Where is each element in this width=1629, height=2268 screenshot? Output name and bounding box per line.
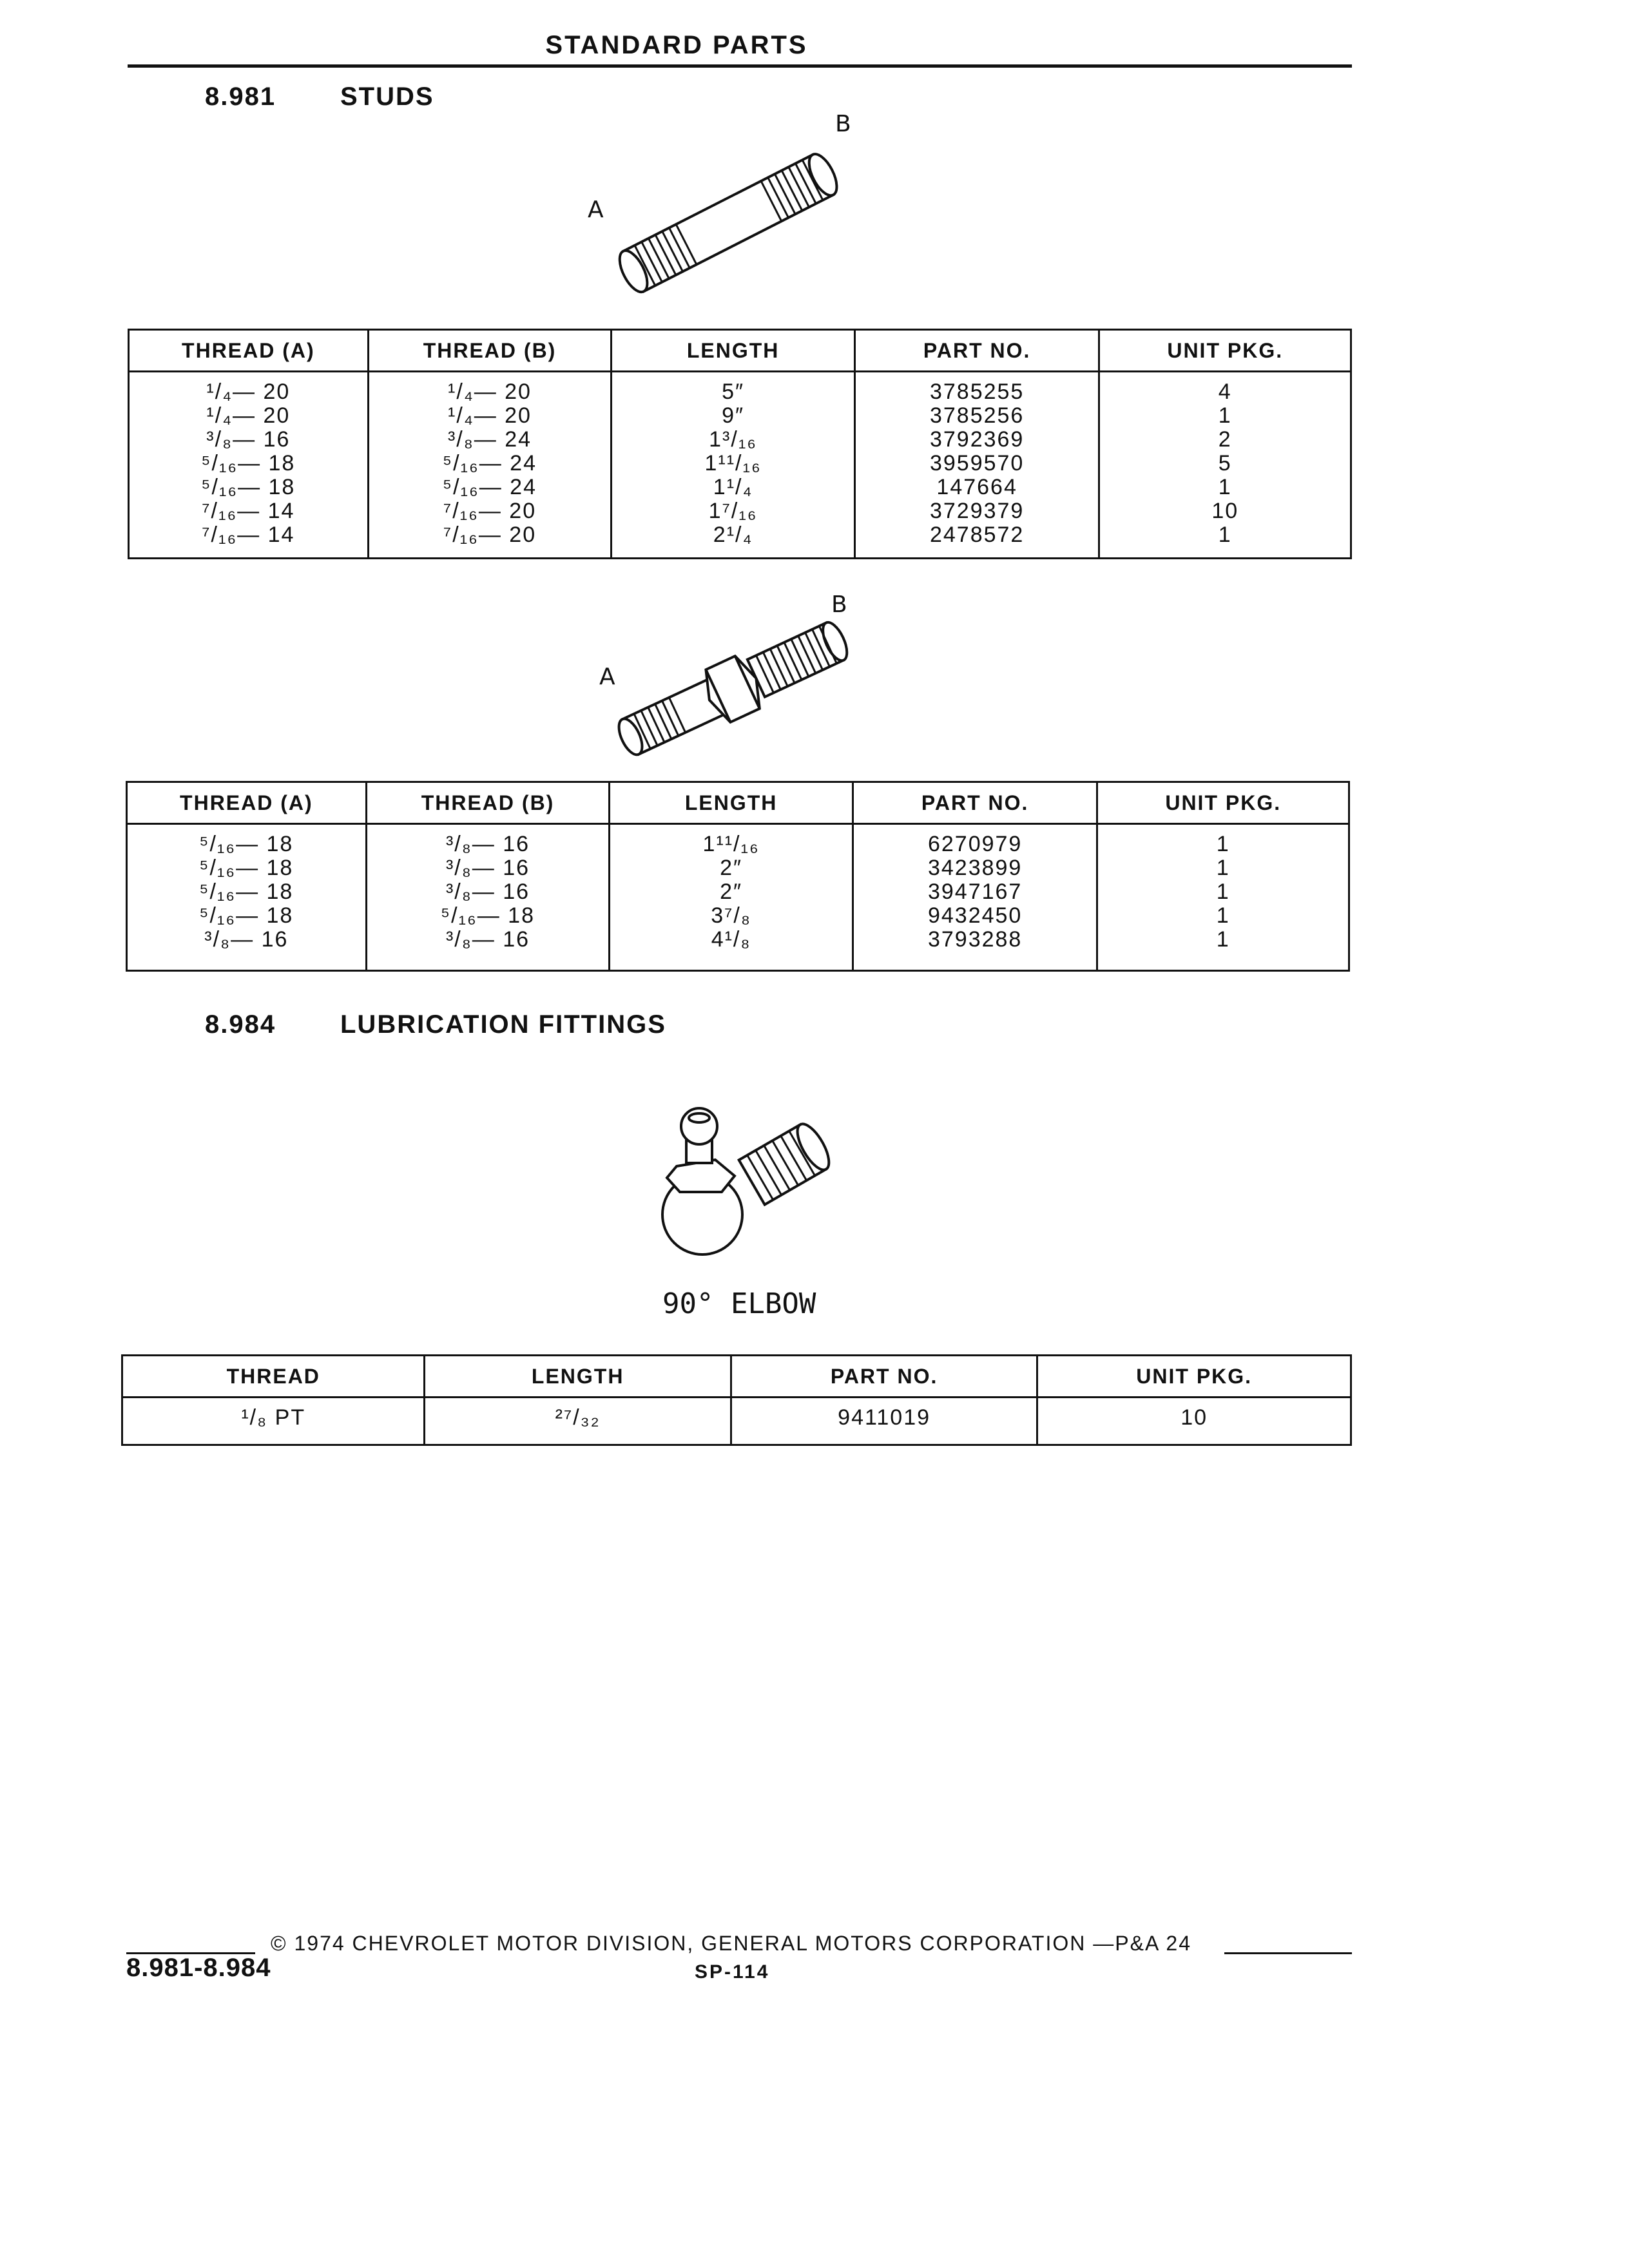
section-number: 8.981 [205, 82, 276, 111]
table-cell: 2″ [720, 856, 743, 880]
shoulder-stud-illustration [599, 612, 863, 760]
table-cell: 2 [1218, 427, 1232, 452]
table-cell: 1 [1218, 475, 1232, 499]
table-cell: 2″ [720, 879, 743, 904]
table-cell: 1 [1218, 523, 1232, 547]
table-cell: 1³/₁₆ [709, 427, 758, 452]
table-cell: 9″ [722, 403, 745, 428]
table-cell: 3792369 [929, 427, 1025, 452]
column-header: PART NO. [853, 782, 1097, 824]
column-header: LENGTH [612, 330, 855, 372]
column-header: THREAD (A) [127, 782, 367, 824]
table-cell: 1 [1218, 403, 1232, 428]
table-cell: ⁵/₁₆— 24 [443, 475, 537, 499]
table-cell: 1 [1216, 856, 1230, 880]
column-thread-b [368, 372, 612, 559]
table-cell: ⁵/₁₆— 18 [201, 475, 296, 499]
column-thread-b [366, 824, 610, 971]
table-cell: 1⁷/₁₆ [708, 499, 758, 523]
stud-end-b-label: B [835, 111, 851, 137]
section-heading-studs [205, 82, 434, 111]
table-cell: 3785255 [929, 380, 1025, 404]
table-cell: ⁵/₁₆— 18 [199, 903, 294, 928]
table-cell: ⁵/₁₆— 24 [443, 451, 537, 476]
table-cell: 3785256 [929, 403, 1025, 428]
studs-table-1 [128, 329, 1352, 559]
elbow-fitting-illustration [651, 1095, 844, 1263]
column-header: THREAD (B) [366, 782, 610, 824]
shoulder-stud-end-b-label: B [831, 591, 847, 618]
figure-caption: 90° ELBOW [662, 1287, 816, 1320]
table-cell: ⁵/₁₆— 18 [199, 879, 294, 904]
table-cell: 1¹¹/₁₆ [704, 451, 762, 476]
footer-page-number: SP-114 [695, 1961, 770, 1983]
table-cell: 1 [1216, 927, 1230, 952]
table-cell: 4¹/₈ [711, 927, 751, 952]
column-header: THREAD (A) [129, 330, 369, 372]
table-cell: ⁷/₁₆— 14 [202, 499, 295, 523]
column-header: LENGTH [610, 782, 853, 824]
stud-illustration [593, 139, 863, 293]
table-cell: 3959570 [929, 451, 1025, 476]
column-header: PART NO. [854, 330, 1099, 372]
table-cell: ¹/₄— 20 [206, 403, 291, 428]
table-cell: 3729379 [929, 499, 1025, 523]
column-thread-a [129, 372, 369, 559]
column-header: UNIT PKG. [1099, 330, 1351, 372]
column-length [612, 372, 855, 559]
header-rule [128, 64, 1352, 68]
table-cell: 5″ [722, 380, 745, 404]
table-cell: ⁷/₁₆— 14 [202, 523, 295, 547]
section-heading-lubrication-fittings [205, 1010, 666, 1039]
table-body [129, 372, 1351, 559]
table-cell: ³/₈— 16 [445, 856, 530, 880]
table-cell: ⁵/₁₆— 18 [199, 832, 294, 856]
studs-table-2 [126, 781, 1350, 972]
column-header: PART NO. [731, 1356, 1037, 1398]
table-row [122, 1398, 1351, 1445]
column-part-no [854, 372, 1099, 559]
column-unit-pkg [1097, 824, 1349, 971]
table-cell: 1 [1216, 903, 1230, 928]
shoulder-stud-end-a-label: A [599, 664, 615, 690]
table-cell: 9432450 [927, 903, 1023, 928]
column-header: UNIT PKG. [1037, 1356, 1351, 1398]
table-cell: 1¹¹/₁₆ [702, 832, 760, 856]
table-cell: ¹/₄— 20 [448, 403, 532, 428]
table-cell: ³/₈— 16 [445, 879, 530, 904]
table-cell: ³/₈— 16 [445, 832, 530, 856]
footer-copyright: © 1974 CHEVROLET MOTOR DIVISION, GENERAL MOTORS CORPORATION —P&A 24 [271, 1932, 1191, 1955]
table-cell: 2¹/₄ [713, 523, 753, 547]
column-length [610, 824, 853, 971]
table-cell: ³/₈— 24 [447, 427, 532, 452]
table-cell: 1 [1216, 832, 1230, 856]
table-cell: 1 [1216, 879, 1230, 904]
table-cell: 1¹/₄ [713, 475, 753, 499]
table-header-row [129, 330, 1351, 372]
table-cell: ⁵/₁₆— 18 [441, 903, 535, 928]
table-cell: ³/₈— 16 [445, 927, 530, 952]
table-cell: 3947167 [927, 879, 1023, 904]
table-cell: 3793288 [927, 927, 1023, 952]
section-number: 8.984 [205, 1010, 276, 1039]
stud-end-a-label: A [588, 197, 604, 223]
lubrication-fittings-table [121, 1354, 1352, 1446]
table-cell: ⁷/₁₆— 20 [443, 499, 537, 523]
table-cell: 10 [1211, 499, 1239, 523]
section-title: LUBRICATION FITTINGS [340, 1010, 666, 1039]
column-part-no [853, 824, 1097, 971]
table-cell: 2478572 [929, 523, 1025, 547]
footer-rule-right [1224, 1952, 1352, 1954]
table-cell: ¹/₈ PT [122, 1398, 425, 1445]
table-cell: ¹/₄— 20 [206, 380, 291, 404]
column-header: UNIT PKG. [1097, 782, 1349, 824]
table-cell: 147664 [936, 475, 1017, 499]
table-header-row [122, 1356, 1351, 1398]
table-cell: 3⁷/₈ [711, 903, 751, 928]
table-cell: ²⁷/₃₂ [425, 1398, 731, 1445]
column-header: THREAD (B) [368, 330, 612, 372]
table-cell: ⁵/₁₆— 18 [199, 856, 294, 880]
page-header-title: STANDARD PARTS [545, 31, 808, 59]
table-cell: ¹/₄— 20 [448, 380, 532, 404]
column-unit-pkg [1099, 372, 1351, 559]
column-thread-a [127, 824, 367, 971]
table-cell: ³/₈— 16 [206, 427, 291, 452]
table-cell: ³/₈— 16 [204, 927, 289, 952]
table-cell: 10 [1037, 1398, 1351, 1445]
table-cell: 4 [1218, 380, 1232, 404]
section-title: STUDS [340, 82, 434, 111]
footer-section-range: 8.981-8.984 [126, 1954, 271, 1982]
table-body [127, 824, 1349, 971]
table-header-row [127, 782, 1349, 824]
table-cell: 3423899 [927, 856, 1023, 880]
column-header: LENGTH [425, 1356, 731, 1398]
table-cell: 5 [1218, 451, 1232, 476]
table-cell: ⁵/₁₆— 18 [201, 451, 296, 476]
column-header: THREAD [122, 1356, 425, 1398]
table-cell: 6270979 [927, 832, 1023, 856]
table-cell: 9411019 [731, 1398, 1037, 1445]
table-cell: ⁷/₁₆— 20 [443, 523, 537, 547]
